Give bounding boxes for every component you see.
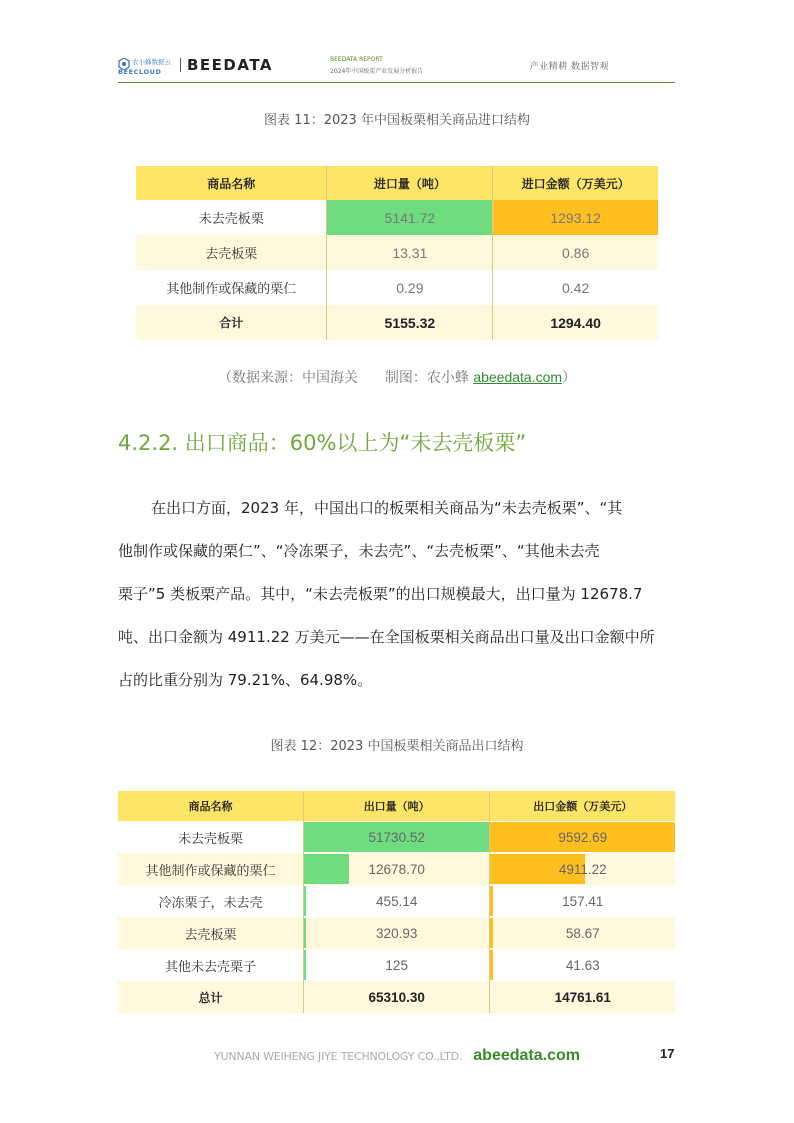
table-row [118,885,675,917]
logo-en-text: BEECLOUD [118,68,162,76]
paragraph-line: 占的比重分别为 79.21%、64.98%。 [118,671,373,689]
row-amount: 0.42 [493,270,658,305]
qty-data-bar [304,918,306,948]
page-header [118,52,675,83]
row-qty [303,917,490,949]
total-label: 合计 [136,305,327,340]
footer-company: YUNNAN WEIHENG JIYE TECHNOLOGY CO.,LTD. [214,1050,463,1063]
row-qty [303,949,490,981]
table-row [118,853,675,885]
table-row [118,821,675,853]
paragraph-line: 吨、出口金额为 4911.22 万美元——在全国板栗相关商品出口量及出口金额中所 [118,628,655,646]
source-link[interactable]: abeedata.com [473,369,563,385]
amount-value: 157.41 [562,893,604,909]
row-name: 其他制作或保藏的栗仁 [166,282,297,297]
row-amount [490,885,675,917]
amount-data-bar [490,950,492,980]
total-qty: 65310.30 [303,981,490,1013]
row-name: 其他未去壳栗子 [164,959,256,975]
col-header-qty: 出口量（吨） [303,791,490,821]
qty-data-bar [304,886,306,916]
amount-value: 4911.22 [558,861,607,877]
section-heading: 4.2.2. 出口商品：60%以上为“未去壳板栗” [118,431,527,455]
row-name: 未去壳板栗 [177,831,243,847]
qty-value: 12678.70 [368,861,425,877]
amount-data-bar [490,886,493,916]
table2-caption: 图表 12：2023 中国板栗相关商品出口结构 [270,739,524,754]
table-header-row [118,791,675,821]
row-name: 冷冻栗子，未去壳 [158,895,263,911]
col-header-name: 商品名称 [136,166,327,200]
table-row [136,200,658,235]
table-row [118,949,675,981]
source-prefix: （数据来源：中国海关 [217,370,358,386]
export-structure-table [118,791,675,1013]
logo-divider [180,58,181,72]
row-amount [490,821,675,853]
table-total-row [136,305,658,340]
source-made-by: 制图：农小蜂 [384,370,469,386]
total-qty: 5155.32 [327,305,493,340]
col-header-amount: 进口金额（万美元） [493,166,658,200]
qty-value: 51730.52 [368,829,425,845]
table1-caption: 图表 11：2023 年中国板栗相关商品进口结构 [264,113,530,128]
qty-data-bar [304,950,306,980]
beecloud-logo [118,56,180,76]
table-header-row [136,166,658,200]
table-row [136,235,658,270]
row-amount [490,853,675,885]
row-amount [490,949,675,981]
row-amount [490,917,675,949]
total-label: 总计 [118,981,303,1013]
row-qty [303,885,490,917]
col-header-amount: 出口金额（万美元） [490,791,675,821]
import-structure-table [136,166,658,340]
amount-value: 58.67 [565,925,600,941]
row-qty [303,853,490,885]
logo-cn-text: 农小蜂数据云 [132,58,171,66]
col-header-name: 商品名称 [118,791,303,821]
row-qty [303,821,490,853]
col-header-qty: 进口量（吨） [327,166,493,200]
report-subtitle: 2024年中国板栗产业发展分析报告 [330,68,424,75]
footer-url[interactable]: abeedata.com [473,1047,580,1064]
table-total-row [118,981,675,1013]
paragraph-line: 在出口方面，2023 年，中国出口的板栗相关商品为“未去壳板栗”、“其 [151,499,623,517]
row-qty: 5141.72 [327,200,493,235]
qty-data-bar [304,854,349,884]
row-qty: 13.31 [327,235,493,270]
qty-value: 125 [385,957,408,973]
qty-value: 320.93 [376,925,418,941]
source-suffix: ） [562,370,577,386]
page-footer [0,1045,794,1065]
brand-name: BEEDATA [187,56,273,74]
data-source-note [0,367,794,387]
row-qty: 0.29 [327,270,493,305]
qty-value: 455.14 [376,893,418,909]
paragraph-line: 栗子”5 类板栗产品。其中，“未去壳板栗”的出口规模最大，出口量为 12678.7 [118,585,643,603]
amount-data-bar [490,918,492,948]
table-row [136,270,658,305]
report-title: BEEDATA REPORT [330,56,383,63]
row-name: 去壳板栗 [136,235,327,270]
row-amount: 0.86 [493,235,658,270]
row-name: 未去壳板栗 [198,212,264,227]
amount-value: 41.63 [565,957,600,973]
table-row [118,917,675,949]
header-slogan: 产业精耕 数据智观 [529,62,609,72]
amount-value: 9592.69 [558,829,608,845]
page-number: 17 [660,1046,675,1061]
row-name: 其他制作或保藏的栗仁 [118,853,303,885]
total-amount: 1294.40 [493,305,658,340]
row-name: 去壳板栗 [118,917,303,949]
row-amount: 1293.12 [493,200,658,235]
paragraph-line: 他制作或保藏的栗仁”、“冷冻栗子，未去壳”、“去壳板栗”、“其他未去壳 [118,542,600,560]
total-amount: 14761.61 [490,981,675,1013]
